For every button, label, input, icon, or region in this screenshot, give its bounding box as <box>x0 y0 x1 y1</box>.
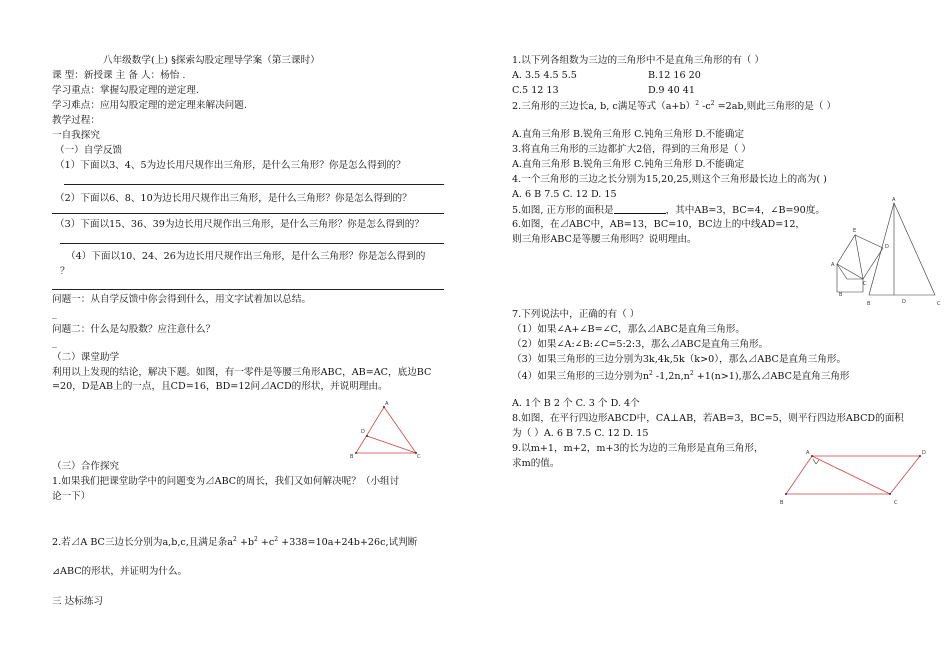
label-d: D <box>922 450 926 456</box>
label-c: C <box>863 281 867 287</box>
exercise-4: 4.一个三角形的三边之长分别为15,20,25,则这个三角形最长边上的高为( ) <box>512 174 827 185</box>
section-heading: 三 达标练习 <box>52 596 104 607</box>
exercise-9: 9.以m+1，m+2，m+3的长为边的三角形是直角三角形， <box>512 443 764 454</box>
option-d: D.9 40 41 <box>648 85 696 96</box>
blank-mark: _ <box>52 337 57 348</box>
option-b: B.12 16 20 <box>648 70 701 81</box>
blank-mark: _ <box>52 308 57 319</box>
problem-2: 问题二：什么是勾股数？应注意什么？ <box>52 324 216 335</box>
exercise-6: 6.如图，在⊿ABC中，AB=13，BC=10，BC边上的中线AD=12， <box>512 219 806 230</box>
question-3: （3）下面以15、36、39为边长用尺规作出三角形，是什么三角形？你是怎么得到的？ <box>55 219 424 230</box>
exercise-3: 3.将直角三角形的三边都扩大2倍，得到的三角形是（ ） <box>512 144 751 155</box>
coop-1-end: 论一下） <box>52 491 91 502</box>
label-c: C <box>894 500 898 506</box>
answer-blank <box>614 204 666 214</box>
label-d: D <box>902 299 906 305</box>
exercise-7-options: A. 1个 B 2 个 C. 3 个 D. 4个 <box>512 398 640 409</box>
isosceles-figure <box>840 194 944 314</box>
question-2: （2）下面以6、8、10为边长用尺规作出三角形，是什么三角形？你是怎么得到的？ <box>55 193 412 204</box>
difficulty: 学习难点：应用勾股定理的逆定理来解决问题. <box>52 100 247 111</box>
question-4-end: ？ <box>60 266 70 277</box>
coop-2: 2.若⊿A BC三边长分别为a,b,c,且满足条$a^2 +b^2 +c^2 +338=10a+24b+26c$,试判断 <box>52 536 418 548</box>
exercise-3-options: A.直角三角形 B.锐角三角形 C.钝角三角形 D.不能确定 <box>512 159 744 170</box>
label-b: B <box>780 500 784 506</box>
label-b: B <box>839 292 843 298</box>
subsection-heading: （一）自学反馈 <box>55 145 123 156</box>
statement-3: （3）如果三角形的三边分别为3k,4k,5k（k>0），那么⊿ABC是直角三角形。 <box>512 354 847 365</box>
triangle-figure <box>345 398 425 462</box>
doc-title: 八年级数学(上) §探索勾股定理导学案（第三课时） <box>103 55 320 66</box>
answer-line <box>52 213 444 214</box>
exercise-4-options: A. 6 B 7.5 C. 12 D. 15 <box>512 189 617 200</box>
question-1: （1）下面以3、4、5为边长用尺规作出三角形，是什么三角形？你是怎么得到的？ <box>55 160 406 171</box>
key-point: 学习重点：掌握勾股定理的逆定理. <box>52 85 199 96</box>
exercise-2-options: A.直角三角形 B.锐角三角形 C.钝角三角形 D.不能确定 <box>512 129 744 140</box>
label-d: D <box>361 429 365 435</box>
label-c: C <box>937 301 941 307</box>
statement-2: （2）如果∠A:∠B:∠C=5:2:3，那么⊿ABC是直角三角形。 <box>512 339 769 350</box>
option-a: A. 3.5 4.5 5.5 <box>512 70 577 81</box>
statement-1: （1）如果∠A+∠B=∠C，那么⊿ABC是直角三角形。 <box>512 324 746 335</box>
label-a: A <box>806 450 810 456</box>
exercise-8-end: 为（ ）A. 6 B 7.5 C. 12 D. 15 <box>512 428 649 439</box>
label-b: B <box>867 301 871 307</box>
label-a: A <box>831 262 835 268</box>
answer-line <box>52 289 444 290</box>
statement-4: （4）如果三角形的三边分别为$n^2$ $-1,2n,n^2 +1(n>1)$,那么⊿ABC是直角三角形 <box>512 370 850 382</box>
label-e: E <box>853 228 857 234</box>
process-heading: 教学过程： <box>52 115 100 126</box>
exercise-7: 7.下列说法中，正确的有（ ） <box>512 309 640 320</box>
coop-2-end: ⊿ABC的形状，并证明为什么。 <box>52 566 188 577</box>
label-a: A <box>385 401 389 407</box>
parallelogram-figure <box>770 446 930 512</box>
label-c: C <box>417 454 421 460</box>
question-4: （4）下面以10、24、26为边长用尺规作出三角形，是什么三角形？你是怎么得到的 <box>66 251 426 262</box>
help-text: 利用以上发现的结论，解决下题。如图，有一零件是等腰三角形ABC，AB=AC，底边BC <box>52 367 432 378</box>
answer-line <box>64 184 444 185</box>
section-heading: 一自我探究 <box>52 130 100 141</box>
option-c: C.5 12 13 <box>512 85 559 96</box>
label-d: D <box>885 244 889 250</box>
exercise-1: 1.以下列各组数为三边的三角形中不是直角三角形的有（ ） <box>512 55 765 66</box>
exercise-5: 5.如图, 正方形的面积是 ，其中AB=3，BC=4，∠B=90度。 <box>512 205 825 216</box>
coop-1: 1.如果我们把课堂助学中的问题变为⊿ABC的周长，我们又如何解决呢？（小组讨 <box>52 476 400 487</box>
problem-1: 问题一：从自学反馈中你会得到什么，用文字试着加以总结。 <box>52 294 312 305</box>
answer-line <box>60 243 444 244</box>
exercise-8: 8.如图，在平行四边形ABCD中，CA⊥AB，若AB=3，BC=5，则平行四边形ABCD的面积 <box>512 413 904 424</box>
exercise-6-end: 则三角形ABC是等腰三角形吗？说明理由。 <box>512 234 697 245</box>
help-text: =20，D是AB上的一点，且CD=16，BD=12问⊿ACD的形状，并说明理由。 <box>52 381 388 392</box>
exercise-2: 2.三角形的三边长a, b, c满足等式$(a+b)^2$ $-c^2 =2ab$,则此三角形的是（ ） <box>512 100 837 112</box>
subsection-heading: （三）合作探究 <box>52 461 120 472</box>
subsection-heading: （二）课堂助学 <box>52 352 120 363</box>
label-a: A <box>892 197 896 203</box>
exercise-9-end: 求m的值。 <box>512 458 560 469</box>
label-b: B <box>350 454 354 460</box>
lesson-type: 课 型：新授课 主 备 人：杨怡 . <box>52 70 186 81</box>
